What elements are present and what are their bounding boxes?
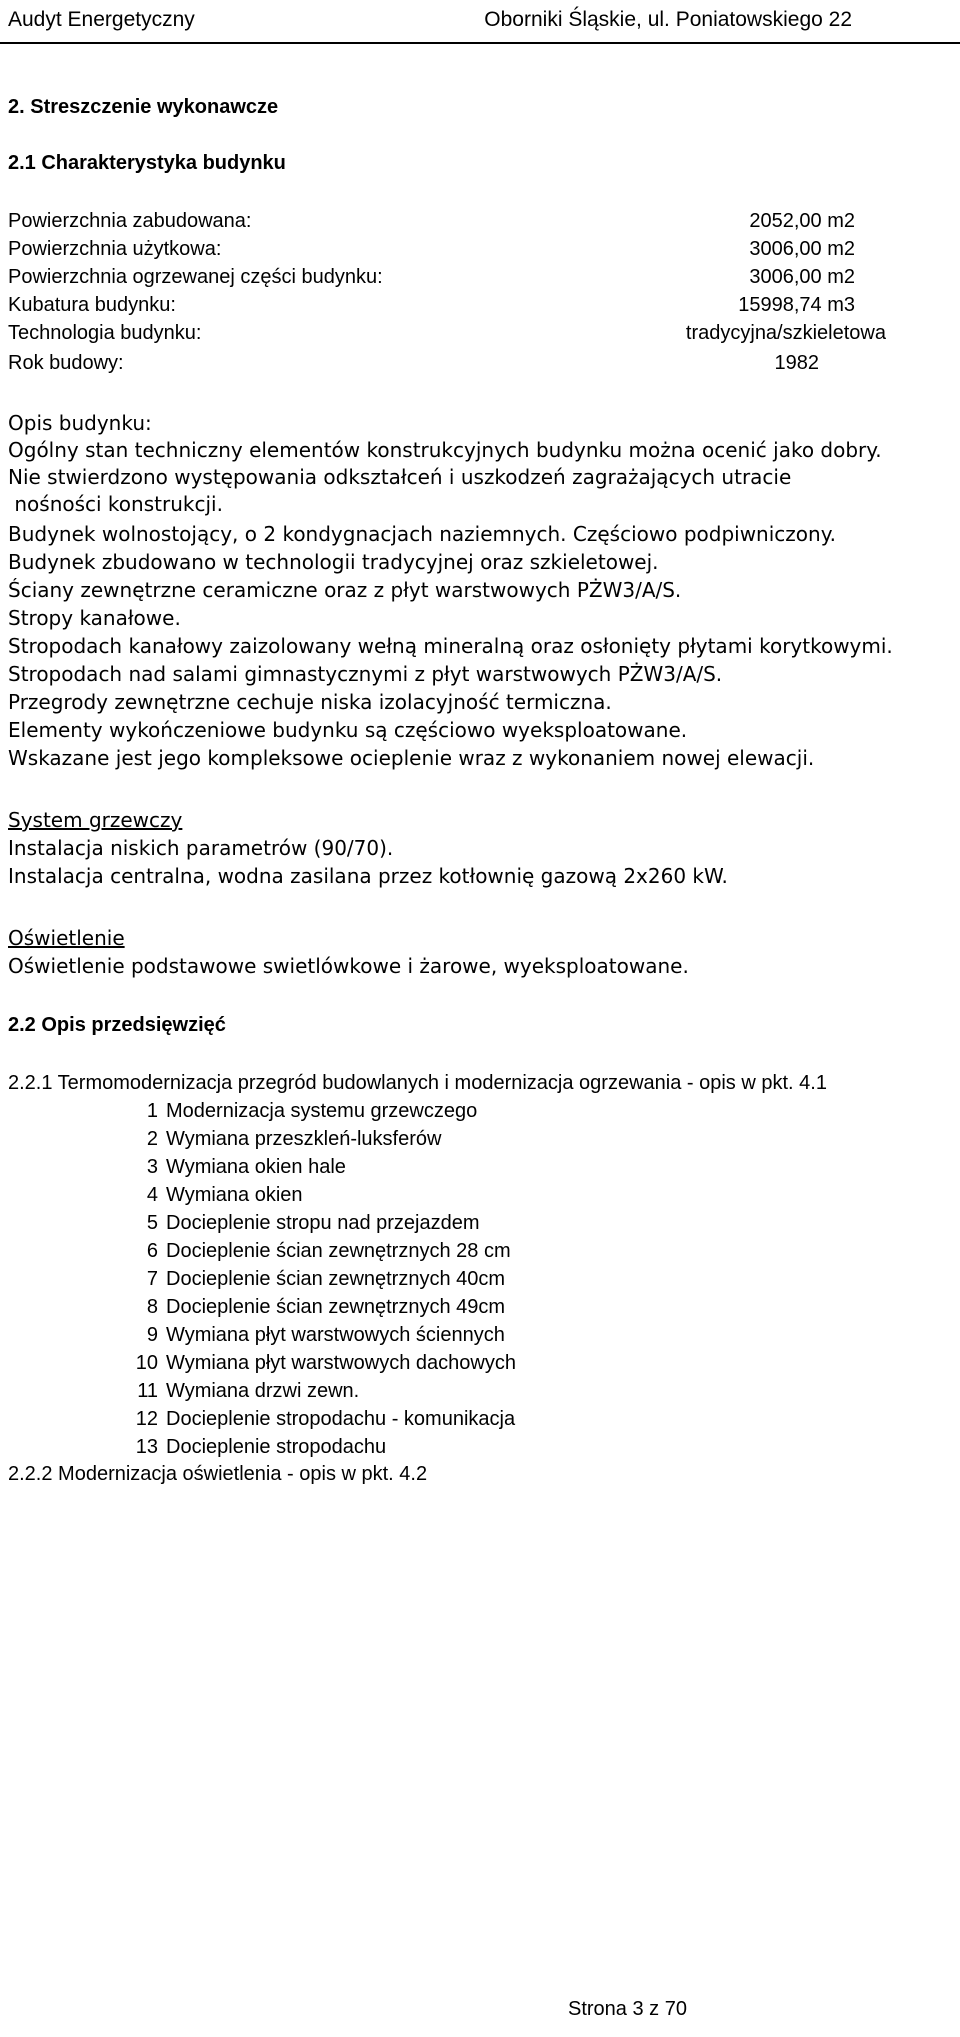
list-item-number: 7 <box>146 1268 158 1290</box>
description-line: nośności konstrukcji. <box>8 492 223 516</box>
description-line: Stropodach nad salami gimnastycznymi z płyt warstwowych PŻW3/A/S. <box>8 662 723 686</box>
list-item: Modernizacja systemu grzewczego <box>166 1100 478 1122</box>
heating-heading: System grzewczy <box>8 808 183 832</box>
char-value-year: 1982 <box>774 352 819 374</box>
page-number: Strona 3 z 70 <box>568 1998 687 2020</box>
description-line: Elementy wykończeniowe budynku są częściowo wyeksploatowane. <box>8 718 688 742</box>
project-title: 2.2 Opis przedsięwzięć <box>8 1014 226 1036</box>
lighting-line: Oświetlenie podstawowe swietlówkowe i żarowe, wyeksploatowane. <box>8 954 689 978</box>
description-line: Budynek zbudowano w technologii tradycyjnej oraz szkieletowej. <box>8 550 659 574</box>
list-item: Docieplenie stropodachu - komunikacja <box>166 1408 516 1430</box>
char-value-built-area: 2052,00 m2 <box>749 210 855 232</box>
description-line: Ogólny stan techniczny elementów konstrukcyjnych budynku można ocenić jako dobry. <box>8 438 882 462</box>
description-line: Stropodach kanałowy zaizolowany wełną mineralną oraz osłonięty płytami korytkowymi. <box>8 634 893 658</box>
list-item: Docieplenie stropodachu <box>166 1436 387 1458</box>
description-heading: Opis budynku: <box>8 411 152 435</box>
description-line: Ściany zewnętrzne ceramiczne oraz z płyt warstwowych PŻW3/A/S. <box>8 578 682 602</box>
description-line: Przegrody zewnętrzne cechuje niska izolacyjność termiczna. <box>8 690 612 714</box>
list-item-number: 6 <box>146 1240 158 1262</box>
description-line: Budynek wolnostojący, o 2 kondygnacjach naziemnych. Częściowo podpiwniczony. <box>8 522 837 546</box>
list-item: Wymiana okien hale <box>166 1156 346 1178</box>
list-item-number: 13 <box>135 1436 158 1458</box>
list-item-number: 5 <box>146 1212 158 1234</box>
list-item: Wymiana płyt warstwowych dachowych <box>166 1352 516 1374</box>
heating-line: Instalacja centralna, wodna zasilana przez kotłownię gazową 2x260 kW. <box>8 864 728 888</box>
list-item: Docieplenie ścian zewnętrznych 40cm <box>166 1268 506 1290</box>
header-left-text: Audyt Energetyczny <box>8 8 195 31</box>
project-item-1: 2.2.1 Termomodernizacja przegród budowlanych i modernizacja ogrzewania - opis w pkt. 4.1 <box>8 1072 827 1094</box>
list-item-number: 2 <box>146 1128 158 1150</box>
char-label-technology: Technologia budynku: <box>8 322 202 344</box>
project-item-2: 2.2.2 Modernizacja oświetlenia - opis w pkt. 4.2 <box>8 1463 428 1485</box>
lighting-heading: Oświetlenie <box>8 926 125 950</box>
list-item: Wymiana płyt warstwowych ściennych <box>166 1324 505 1346</box>
description-line: Wskazane jest jego kompleksowe ocieplenie wraz z wykonaniem nowej elewacji. <box>8 746 815 770</box>
section-title: 2. Streszczenie wykonawcze <box>8 96 279 118</box>
char-label-year: Rok budowy: <box>8 352 124 374</box>
list-item-number: 1 <box>146 1100 158 1122</box>
list-item-number: 4 <box>146 1184 158 1206</box>
description-line: Nie stwierdzono występowania odkształceń i uszkodzeń zagrażających utracie <box>8 465 792 489</box>
list-item-number: 3 <box>146 1156 158 1178</box>
char-value-usable-area: 3006,00 m2 <box>749 238 855 260</box>
list-item-number: 10 <box>135 1352 158 1374</box>
list-item: Wymiana przeszkleń-luksferów <box>166 1128 442 1150</box>
char-label-volume: Kubatura budynku: <box>8 294 176 316</box>
char-value-volume: 15998,74 m3 <box>738 294 855 316</box>
char-label-built-area: Powierzchnia zabudowana: <box>8 210 252 232</box>
char-value-technology: tradycyjna/szkieletowa <box>685 322 886 344</box>
list-item-number: 12 <box>135 1408 158 1430</box>
list-item-number: 8 <box>146 1296 158 1318</box>
heating-line: Instalacja niskich parametrów (90/70). <box>8 836 394 860</box>
char-value-heated-area: 3006,00 m2 <box>749 266 855 288</box>
list-item: Docieplenie ścian zewnętrznych 28 cm <box>166 1240 511 1262</box>
list-item-number: 11 <box>137 1380 158 1402</box>
char-label-heated-area: Powierzchnia ogrzewanej części budynku: <box>8 266 383 288</box>
char-label-usable-area: Powierzchnia użytkowa: <box>8 238 222 260</box>
header-right-text: Oborniki Śląskie, ul. Poniatowskiego 22 <box>484 8 852 31</box>
header-divider <box>0 42 960 44</box>
list-item-number: 9 <box>146 1324 158 1346</box>
list-item: Docieplenie stropu nad przejazdem <box>166 1212 480 1234</box>
subsection-title: 2.1 Charakterystyka budynku <box>8 152 286 174</box>
list-item: Wymiana okien <box>166 1184 303 1206</box>
description-line: Stropy kanałowe. <box>8 606 181 630</box>
list-item: Docieplenie ścian zewnętrznych 49cm <box>166 1296 506 1318</box>
list-item: Wymiana drzwi zewn. <box>166 1380 360 1402</box>
